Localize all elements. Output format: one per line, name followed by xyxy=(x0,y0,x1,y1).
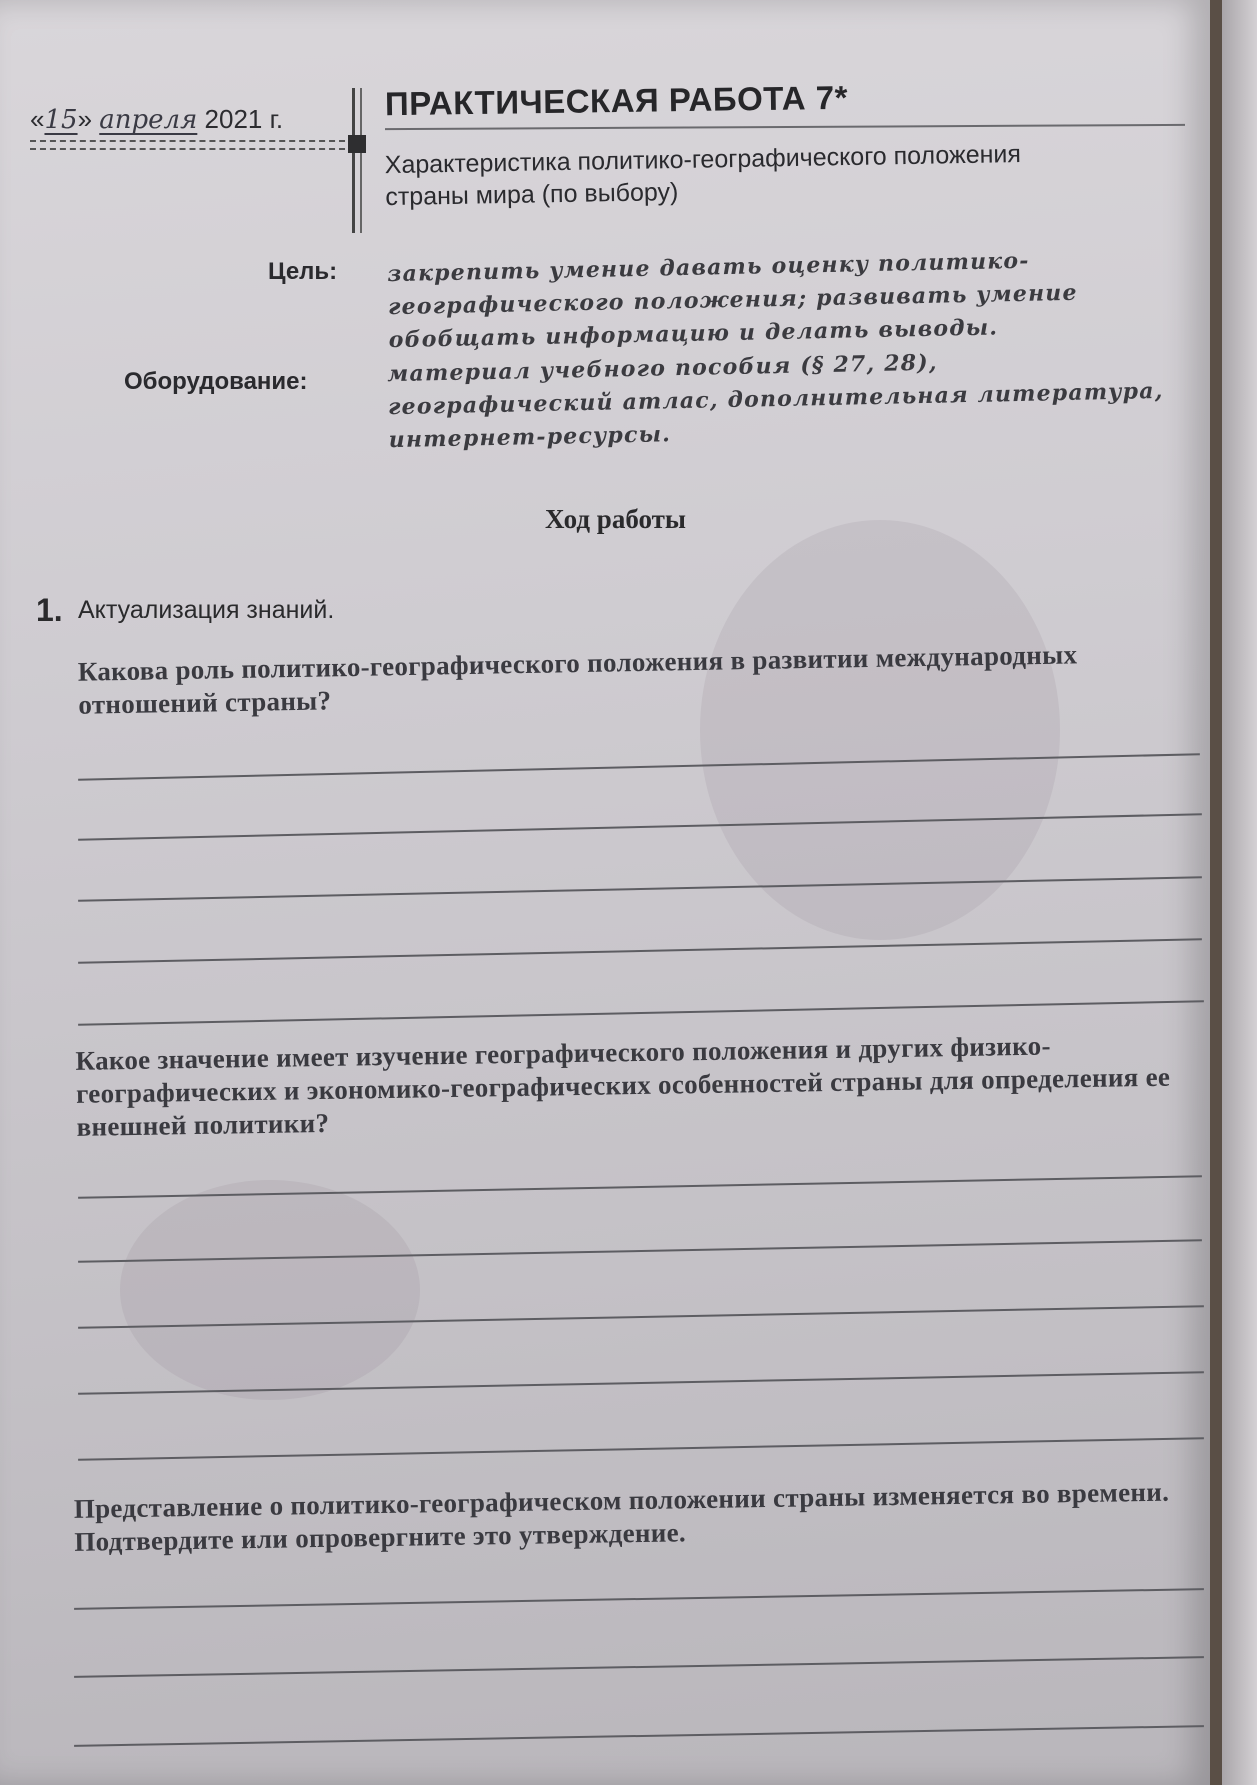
answer-line[interactable] xyxy=(74,1588,1204,1610)
date-close-quote: » xyxy=(77,104,93,134)
section-title: Ход работы xyxy=(545,504,686,534)
task-number: 1. xyxy=(36,592,63,628)
date-month: апреля xyxy=(99,105,198,135)
vertical-divider-thin xyxy=(360,88,362,233)
vertical-divider xyxy=(352,88,355,233)
adjacent-page-edge xyxy=(1222,0,1257,1785)
date-day: 15 xyxy=(44,105,78,135)
answer-line[interactable] xyxy=(78,938,1202,964)
answer-line[interactable] xyxy=(78,1000,1204,1026)
answer-line[interactable] xyxy=(78,876,1202,902)
answer-line[interactable] xyxy=(74,1656,1204,1678)
show-through-stain xyxy=(700,520,1060,940)
page-title: ПРАКТИЧЕСКАЯ РАБОТА 7* xyxy=(384,78,849,123)
answer-line[interactable] xyxy=(74,1725,1204,1747)
date-open-quote: « xyxy=(30,104,45,134)
question-1: Какова роль политико-географического положения в развитии международных отношений страны? xyxy=(77,639,1078,720)
question-2: Какое значение имеет изучение географического положения и других физико-географических и экономико-географических особенностей страны для определения ее внешней политики? xyxy=(75,1030,1171,1142)
date-field xyxy=(30,104,350,135)
task-title: Актуализация знаний. xyxy=(78,596,335,624)
header xyxy=(30,78,1150,228)
show-through-stain xyxy=(120,1180,420,1400)
goal-label: Цель: xyxy=(268,258,338,285)
divider-marker xyxy=(348,135,366,153)
equipment-label: Оборудование: xyxy=(124,368,308,395)
page-subtitle: Характеристика политико-географического положения страны мира (по выбору) xyxy=(384,140,1022,212)
date-suffix: г. xyxy=(269,104,284,134)
answer-line[interactable] xyxy=(78,1437,1204,1461)
question-3: Представление о политико-географическом положении страны изменяется во времени. Подтвердите или опровергните это утверждение. xyxy=(73,1476,1170,1557)
equipment-text: материал учебного пособия (§ 27, 28), географический атлас, дополнительная литература, интернет-ресурсы. xyxy=(387,349,1164,454)
date-divider xyxy=(30,140,355,150)
title-underline xyxy=(385,124,1185,130)
goal-text: закрепить умение давать оценку политико-географического положения; развивать умение обобщать информацию и делать выводы. xyxy=(387,247,1078,354)
date-year: 2021 xyxy=(204,104,263,134)
